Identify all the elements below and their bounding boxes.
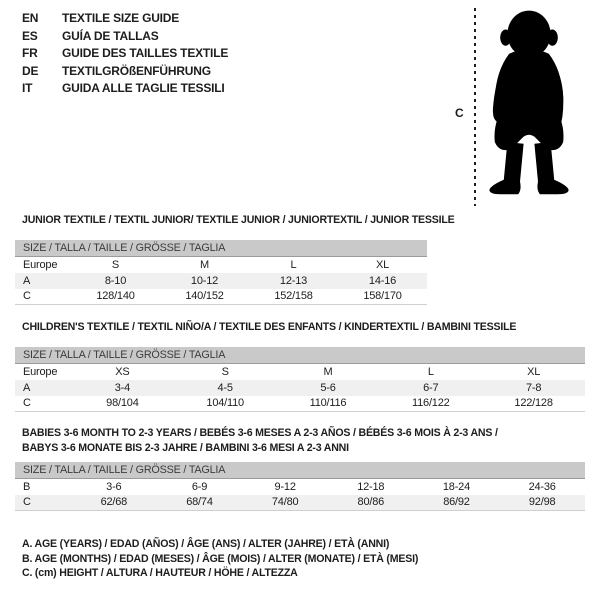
table-cell: 12-18 <box>357 480 385 493</box>
table-cell: 7-8 <box>482 380 585 396</box>
table-cell: 116/122 <box>412 397 450 410</box>
table-cell: 158/170 <box>363 290 402 303</box>
footnote-line: A. AGE (YEARS) / EDAD (AÑOS) / ÂGE (ANS) / ALTER (JAHRE) / ETÀ (ANNI) <box>22 538 390 550</box>
language-row <box>22 63 228 81</box>
footnote-line: C. (cm) HEIGHT / ALTURA / HAUTEUR / HÖHE / ALTEZZA <box>22 567 298 579</box>
table-cell: 86/92 <box>414 495 500 511</box>
row-label: C <box>23 397 31 410</box>
table-cell: 74/80 <box>242 495 328 511</box>
size-header-row <box>15 240 427 257</box>
junior-section-title <box>22 213 455 228</box>
language-label: GUIDE DES TAILLES TEXTILE <box>62 46 229 60</box>
table-cell: 12-13 <box>249 273 338 289</box>
table-cell: 3-6 <box>106 480 122 493</box>
babies-section-title <box>22 426 498 456</box>
row-label: Europe <box>23 365 58 378</box>
section-title-line: BABIES 3-6 MONTH TO 2-3 YEARS / BEBÉS 3-6 MESES A 2-3 AÑOS / BÉBÉS 3-6 MOIS À 2-3 ANS / <box>22 427 498 439</box>
baby-silhouette-icon <box>484 6 574 206</box>
size-header-bar: SIZE / TALLA / TAILLE / GRÖSSE / TAGLIA <box>15 240 427 257</box>
row-label: B <box>23 480 31 493</box>
junior-size-table <box>15 240 427 305</box>
table-cell: S <box>111 258 120 271</box>
row-label: C <box>23 290 31 303</box>
footnote-legend <box>22 537 418 581</box>
table-row <box>15 273 427 289</box>
section-title-line: CHILDREN'S TEXTILE / TEXTIL NIÑO/A / TEXTILE DES ENFANTS / KINDERTEXTIL / BAMBINI TESSILE <box>22 321 517 333</box>
table-cell: 62/68 <box>71 495 157 511</box>
row-label: A <box>15 380 71 396</box>
height-measure-label: C <box>455 106 464 120</box>
table-cell: 122/128 <box>514 397 553 410</box>
row-label: A <box>15 273 71 289</box>
table-cell: 18-24 <box>442 480 471 493</box>
language-code: IT <box>22 81 33 95</box>
table-cell: 80/86 <box>328 495 414 511</box>
table-row <box>15 257 427 273</box>
children-section-title <box>22 320 516 335</box>
language-code: EN <box>22 11 39 25</box>
table-cell: 128/140 <box>96 290 135 303</box>
table-cell: 4-5 <box>174 380 277 396</box>
table-cell: 8-10 <box>71 273 160 289</box>
children-size-table <box>15 347 585 412</box>
table-cell: 6-7 <box>379 380 482 396</box>
table-cell: L <box>427 365 434 378</box>
language-code: FR <box>22 46 38 60</box>
table-cell: 92/98 <box>499 495 585 511</box>
size-header-row <box>15 347 585 364</box>
table-row <box>15 289 427 305</box>
language-code: ES <box>22 28 38 43</box>
table-row <box>15 380 585 396</box>
table-cell: XS <box>115 365 130 378</box>
footnote-line: B. AGE (MONTHS) / EDAD (MESES) / ÂGE (MOIS) / ALTER (MONATE) / ETÀ (MESI) <box>22 552 419 565</box>
table-cell: 68/74 <box>157 495 243 511</box>
table-cell: 152/158 <box>274 290 313 303</box>
size-header-bar: SIZE / TALLA / TAILLE / GRÖSSE / TAGLIA <box>15 462 585 479</box>
table-cell: L <box>290 258 297 271</box>
height-measure-dashed-line <box>474 8 476 206</box>
table-cell: 104/110 <box>206 397 244 410</box>
table-row <box>15 479 585 495</box>
language-label: TEXTILGRÖßENFÜHRUNG <box>62 63 211 78</box>
table-cell: XL <box>375 258 390 271</box>
table-cell: 9-12 <box>274 480 296 493</box>
size-header-bar: SIZE / TALLA / TAILLE / GRÖSSE / TAGLIA <box>15 347 585 364</box>
language-header <box>22 10 228 98</box>
table-cell: 10-12 <box>160 273 249 289</box>
table-cell: 5-6 <box>277 380 380 396</box>
table-row <box>15 364 585 380</box>
table-cell: 6-9 <box>191 480 208 493</box>
language-row <box>22 10 228 28</box>
table-cell: 98/104 <box>106 397 139 410</box>
language-code: DE <box>22 63 39 78</box>
table-cell: 14-16 <box>338 273 427 289</box>
table-cell: 3-4 <box>71 380 174 396</box>
section-title-line: BABYS 3-6 MONATE BIS 2-3 JAHRE / BAMBINI 3-6 MESI A 2-3 ANNI <box>22 442 349 454</box>
language-row <box>22 45 228 63</box>
language-label: TEXTILE SIZE GUIDE <box>62 11 180 25</box>
table-cell: 24-36 <box>528 480 556 493</box>
language-row <box>22 80 228 98</box>
table-cell: M <box>323 365 333 378</box>
language-label: GUIDA ALLE TAGLIE TESSILI <box>62 81 225 95</box>
table-cell: XL <box>527 365 541 378</box>
table-cell: S <box>221 365 229 378</box>
babies-size-table <box>15 462 585 511</box>
language-label: GUÍA DE TALLAS <box>62 28 159 43</box>
language-row <box>22 28 228 46</box>
size-header-row <box>15 462 585 479</box>
table-row <box>15 495 585 511</box>
table-cell: 110/116 <box>309 397 347 410</box>
row-label: C <box>15 495 71 511</box>
row-label: Europe <box>23 258 58 271</box>
section-title-line: JUNIOR TEXTILE / TEXTIL JUNIOR/ TEXTILE JUNIOR / JUNIORTEXTIL / JUNIOR TESSILE <box>22 214 455 226</box>
table-row <box>15 396 585 412</box>
table-cell: 140/152 <box>185 290 224 303</box>
table-cell: M <box>200 258 209 271</box>
